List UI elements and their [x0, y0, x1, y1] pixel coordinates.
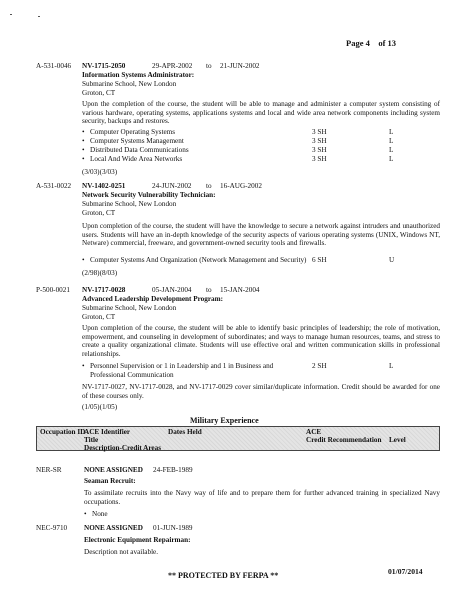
credit-item-level: U [389, 256, 395, 264]
credit-item-name: • Personnel Supervision or 1 in Leadership and 1 in Business and Professional Communication [90, 362, 290, 379]
page-number: Page 4 of 13 [346, 38, 397, 48]
course-to: to [206, 182, 212, 190]
course-school: Submarine School, New London [82, 304, 177, 312]
course-note: NV-1717-0027, NV-1717-0028, and NV-1717-0029 cover similar/duplicate information. Credit should be awarded for one of these courses only. [82, 383, 440, 400]
course-description: Upon completion of the course, the student will be able to identify basic principles of leadership; the role of motivation, empowerment, and counseling in development of subordinates; and ways to manage human resources, teams, and stress to create a quality organizational climate. Students will use effective oral and written communication skills in professional relationships. [82, 324, 440, 358]
military-experience-heading: Military Experience [190, 416, 259, 425]
course-description: Upon completion of the course, the student will have the knowledge to secure a network against intruders and unauthorized users. Students will have an in-depth knowledge of the security aspects of various operating systems (UNIX, Windows NT, Netware) commercial, freeware, and government-owned security tools and firewalls. [82, 222, 440, 248]
scan-speck [10, 14, 12, 15]
course-location: Groton, CT [82, 89, 116, 97]
header-level: Level [389, 436, 406, 444]
course-location: Groton, CT [82, 209, 116, 217]
print-date: 01/07/2014 [388, 567, 423, 576]
course-ace-id: A-531-0046 [36, 62, 72, 70]
course-ace-id: P-500-0021 [36, 286, 70, 294]
course-code: NV-1402-0251 [82, 182, 126, 190]
course-school: Submarine School, New London [82, 80, 177, 88]
occupation-date: 24-FEB-1989 [153, 466, 193, 474]
credit-item-hours: 3 SH [312, 128, 327, 136]
course-start-date: 05-JAN-2004 [152, 286, 192, 294]
occupation-title: Seaman Recruit: [84, 477, 136, 485]
course-review-dates: (2/98)(8/03) [82, 269, 118, 277]
credit-item-hours: 6 SH [312, 256, 327, 264]
credit-item-name: • Local And Wide Area Networks [90, 155, 182, 164]
credit-item-level: L [389, 137, 394, 145]
course-description: Upon the completion of the course, the student will be able to manage and administer a computer system consisting of various hardware, operating systems, applications systems and local and wide area network components including system security, backups and restores. [82, 100, 440, 126]
occupation-date: 01-JUN-1989 [153, 524, 193, 532]
course-code: NV-1717-0028 [82, 286, 126, 294]
credit-item-level: L [389, 128, 394, 136]
credit-item-level: L [389, 146, 394, 154]
course-location: Groton, CT [82, 313, 116, 321]
occupation-id: NEC-9710 [36, 524, 68, 532]
occupation-id: NER-SR [36, 466, 62, 474]
ferpa-notice: ** PROTECTED BY FERPA ** [168, 571, 279, 580]
credit-item-hours: 2 SH [312, 362, 327, 370]
occupation-credit-item: • None [92, 510, 108, 519]
course-end-date: 16-AUG-2002 [220, 182, 262, 190]
course-start-date: 24-JUN-2002 [152, 182, 192, 190]
occupation-title: Electronic Equipment Repairman: [84, 536, 191, 544]
course-end-date: 21-JUN-2002 [220, 62, 260, 70]
credit-item-hours: 3 SH [312, 155, 327, 163]
course-title: Advanced Leadership Development Program: [82, 295, 224, 303]
credit-item-hours: 3 SH [312, 146, 327, 154]
credit-item-name: • Distributed Data Communications [90, 146, 189, 155]
course-end-date: 15-JAN-2004 [220, 286, 260, 294]
occupation-ace-identifier: NONE ASSIGNED [84, 524, 143, 532]
occupation-description: Description not available. [84, 548, 159, 556]
course-ace-id: A-531-0022 [36, 182, 72, 190]
course-school: Submarine School, New London [82, 200, 177, 208]
header-title: Title [84, 436, 99, 444]
course-review-dates: (3/03)(3/03) [82, 168, 118, 176]
course-review-dates: (1/05)(1/05) [82, 403, 118, 411]
credit-item-level: L [389, 362, 394, 370]
course-code: NV-1715-2050 [82, 62, 126, 70]
scan-speck [38, 16, 40, 17]
course-to: to [206, 62, 212, 70]
credit-item-hours: 3 SH [312, 137, 327, 145]
header-ace-identifier: ACE Identifier [84, 428, 131, 436]
credit-item-name: • Computer Systems Management [90, 137, 184, 146]
occupation-description: To assimilate recruits into the Navy way of life and to prepare them for further advanced training in specialized Navy occupations. [84, 489, 440, 506]
header-ace: ACE [306, 428, 322, 436]
occupation-ace-identifier: NONE ASSIGNED [84, 466, 143, 474]
credit-item-name: • Computer Operating Systems [90, 128, 175, 137]
course-title: Network Security Vulnerability Technician: [82, 191, 216, 199]
course-to: to [206, 286, 212, 294]
header-description: Description-Credit Areas [84, 444, 161, 452]
header-occupation-id: Occupation ID [40, 428, 86, 436]
course-title: Information Systems Administrator: [82, 71, 195, 79]
credit-item-level: L [389, 155, 394, 163]
header-dates-held: Dates Held [168, 428, 202, 436]
course-start-date: 29-APR-2002 [152, 62, 193, 70]
credit-item-name: • Computer Systems And Organization (Network Management and Security) [90, 256, 306, 265]
header-credit-recommendation: Credit Recommendation [306, 436, 382, 444]
